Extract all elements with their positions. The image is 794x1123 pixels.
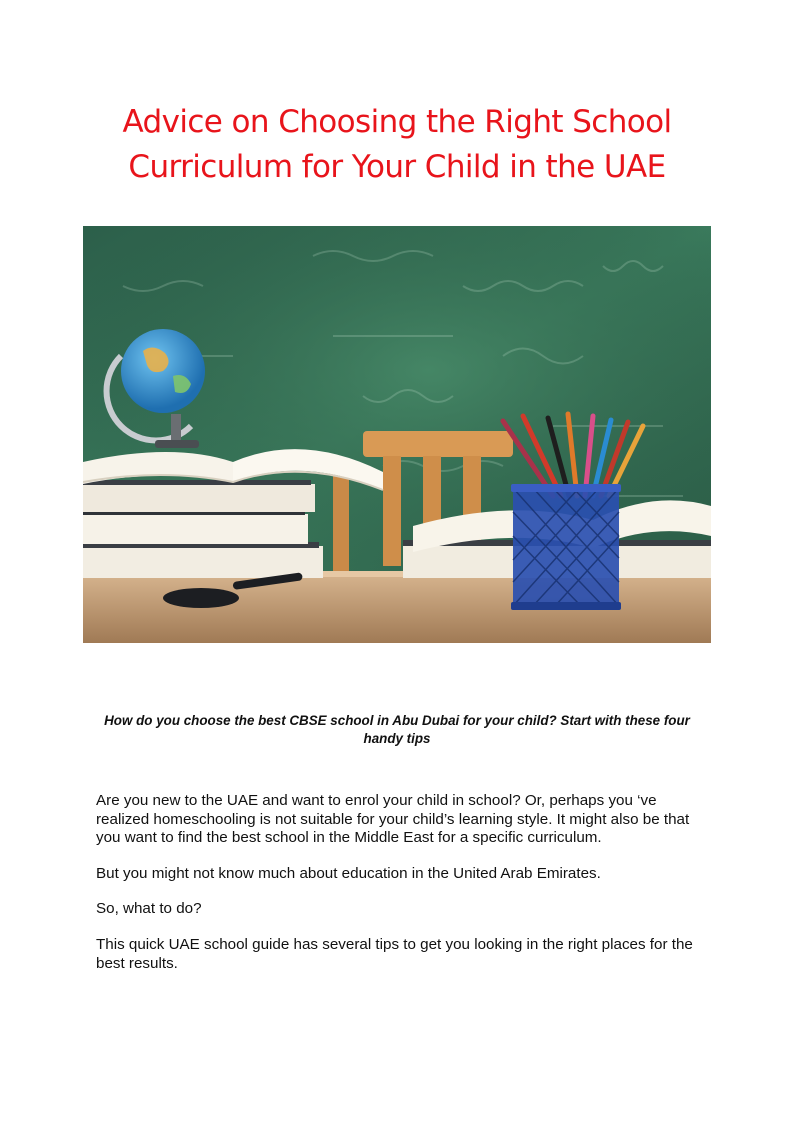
paragraph-intro: Are you new to the UAE and want to enrol your child in school? Or, perhaps you ‘ve realized homeschooling is not suitable for your child’s learning style. It might also be that you want to find the best school in the Middle East for a specific curriculum. (96, 792, 690, 847)
article-body (96, 792, 700, 990)
paragraph-guide: This quick UAE school guide has several tips to get you looking in the right places for the best results. (96, 935, 693, 972)
title-line-2: Curriculum for Your Child in the UAE (128, 149, 666, 185)
paragraph-question: So, what to do? (96, 900, 202, 918)
paragraph-education: But you might not know much about education in the United Arab Emirates. (96, 864, 601, 882)
page-title (60, 100, 734, 190)
hero-image (83, 226, 711, 643)
title-line-1: Advice on Choosing the Right School (122, 104, 672, 140)
article-subtitle: How do you choose the best CBSE school in Abu Dubai for your child? Start with these four handy tips (104, 713, 690, 746)
classroom-illustration (83, 226, 711, 643)
